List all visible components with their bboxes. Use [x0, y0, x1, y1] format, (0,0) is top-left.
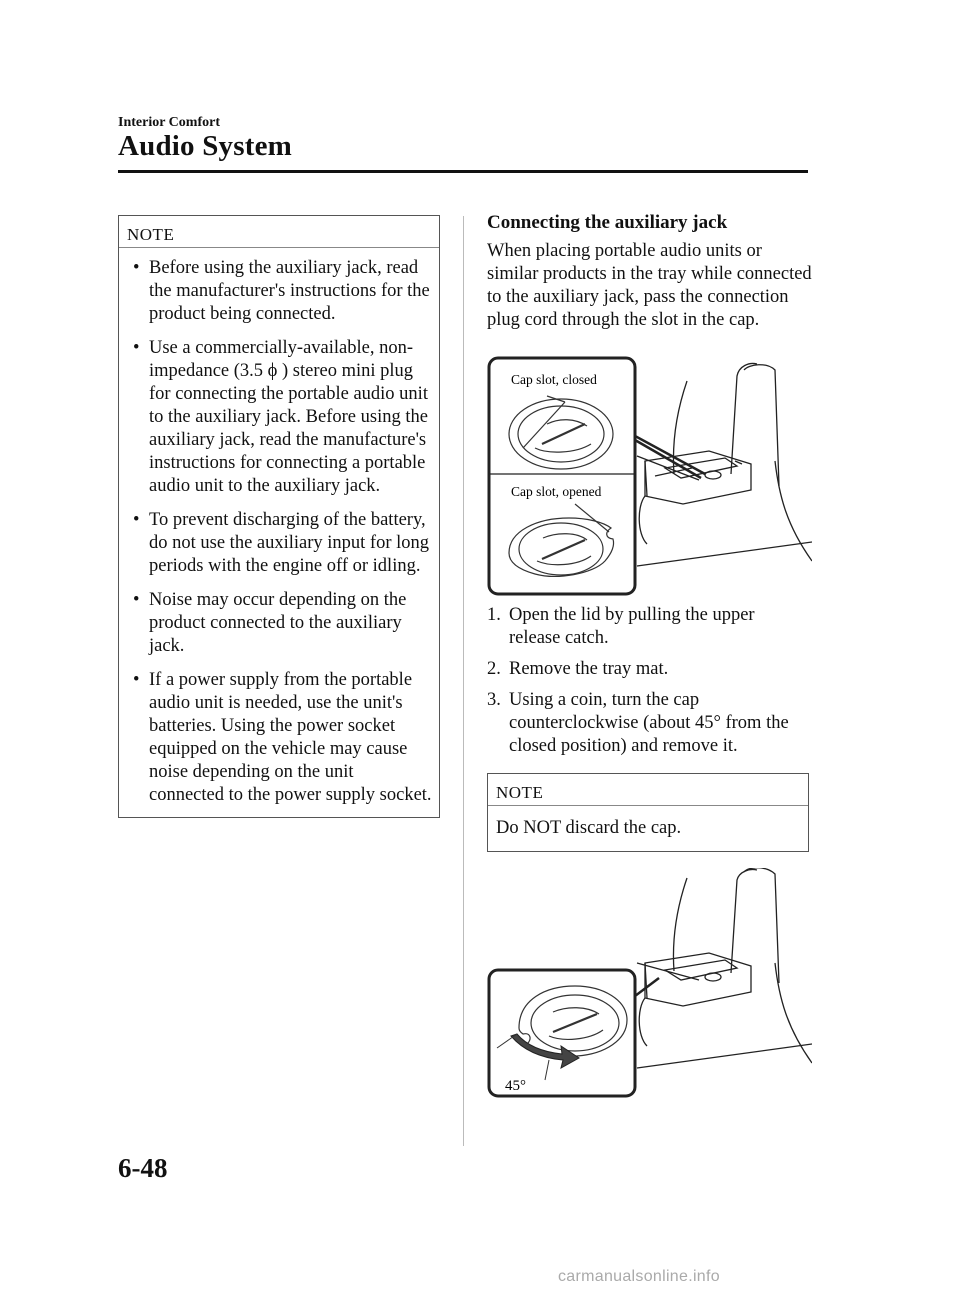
- console-illustration-2: [487, 868, 812, 1100]
- step-3: 3. Using a coin, turn the cap counterclockwise (about 45° from the closed position) and remove it.: [487, 690, 789, 756]
- note-heading: NOTE: [119, 216, 439, 248]
- label-45-degrees: 45°: [505, 1078, 526, 1094]
- watermark: carmanualsonline.info: [558, 1268, 720, 1285]
- note-item: • To prevent discharging of the battery, do not use the auxiliary input for long periods with the engine off or idling.: [133, 510, 430, 576]
- label-cap-slot-closed: Cap slot, closed: [511, 372, 597, 387]
- page-number: 6-48: [118, 1153, 168, 1183]
- note-box-discard: [487, 773, 809, 852]
- figure-cap-rotation: [487, 868, 812, 1100]
- note-heading: NOTE: [488, 774, 808, 806]
- note-item: • If a power supply from the portable audio unit is needed, use the unit's batteries. Using the power socket equipped on the vehicle may cause noise depending on the unit connected to the power supply socket.: [133, 670, 432, 805]
- console-illustration-1: [487, 356, 812, 596]
- column-divider: [463, 216, 464, 1146]
- intro-paragraph: When placing portable audio units or similar products in the tray while connected to the auxiliary jack, pass the connection plug cord through the slot in the cap.: [487, 241, 812, 330]
- title-divider: [118, 170, 808, 173]
- note-list: [119, 248, 439, 817]
- note-item: • Noise may occur depending on the product connected to the auxiliary jack.: [133, 590, 407, 656]
- note-item: • Use a commercially-available, non-impedance (3.5 ϕ ) stereo mini plug for connecting the portable audio unit to the auxiliary jack. Before using the auxiliary jack, read the manufacture's instructions for connecting a portable audio unit to the auxiliary jack.: [133, 338, 428, 496]
- step-2: 2. Remove the tray mat.: [487, 659, 669, 679]
- note-box: [118, 215, 440, 818]
- note-text: Do NOT discard the cap.: [496, 818, 682, 838]
- section-label: Interior Comfort: [118, 115, 220, 130]
- subsection-heading: Connecting the auxiliary jack: [487, 212, 728, 233]
- label-cap-slot-opened: Cap slot, opened: [511, 484, 602, 499]
- note-item: • Before using the auxiliary jack, read the manufacturer's instructions for the product being connected.: [133, 258, 430, 324]
- figure-cap-slot: [487, 356, 812, 596]
- page-title: Audio System: [118, 130, 293, 162]
- step-1: 1. Open the lid by pulling the upper release catch.: [487, 605, 755, 648]
